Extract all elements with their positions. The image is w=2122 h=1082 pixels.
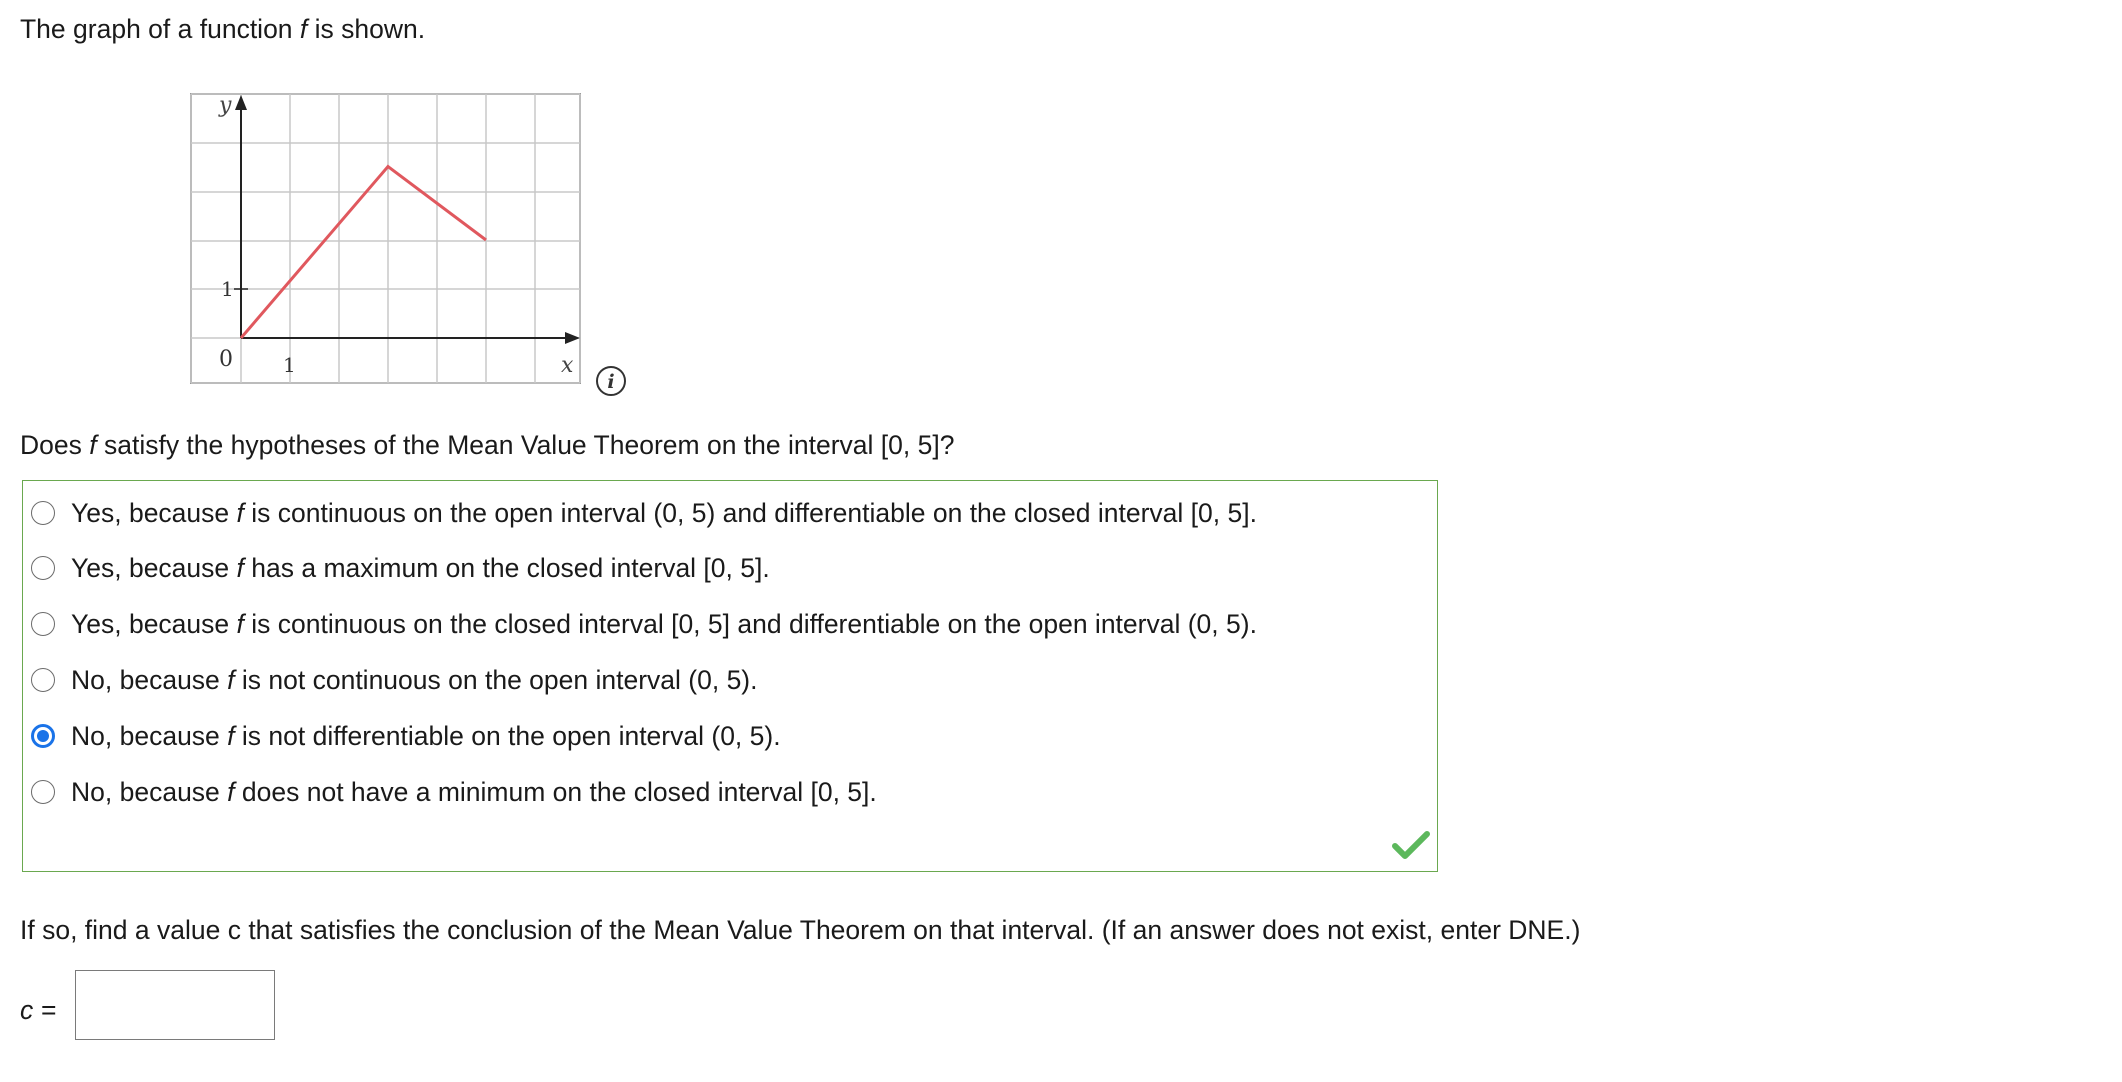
choice-1[interactable] <box>23 493 1257 533</box>
answer-label: c = <box>20 995 57 1025</box>
origin-label: 0 <box>219 347 233 372</box>
graph-frame <box>191 94 580 383</box>
svg-text:i: i <box>607 371 615 393</box>
choice-label: Yes, because f has a maximum on the closed interval [0, 5]. <box>71 553 770 583</box>
radio-button[interactable] <box>31 501 55 525</box>
choice-label: Yes, because f is continuous on the open interval (0, 5) and differentiable on the closed interval [0, 5]. <box>71 498 1257 528</box>
question-text: Does f satisfy the hypotheses of the Mean Value Theorem on the interval [0, 5]? <box>20 430 955 460</box>
choice-label: No, because f does not have a minimum on the closed interval [0, 5]. <box>71 777 877 807</box>
choice-label: Yes, because f is continuous on the closed interval [0, 5] and differentiable on the open interval (0, 5). <box>71 609 1257 639</box>
radio-button[interactable] <box>31 780 55 804</box>
correct-check-icon <box>1392 830 1430 860</box>
answer-input[interactable] <box>75 970 275 1040</box>
choice-label: No, because f is not differentiable on the open interval (0, 5). <box>71 721 781 751</box>
function-graph <box>185 88 635 398</box>
choice-2[interactable] <box>23 548 770 588</box>
radio-button[interactable] <box>31 612 55 636</box>
intro-text: The graph of a function f is shown. <box>20 14 426 44</box>
radio-button-selected[interactable] <box>31 724 55 748</box>
choice-4[interactable] <box>23 660 758 700</box>
choice-3[interactable] <box>23 604 1257 644</box>
radio-button[interactable] <box>31 668 55 692</box>
info-icon[interactable] <box>594 364 628 398</box>
followup-text: If so, find a value c that satisfies the conclusion of the Mean Value Theorem on that interval. (If an answer does not exist, enter DNE.) <box>20 915 1581 945</box>
x-tick-label-1: 1 <box>283 353 296 377</box>
y-tick-label-1: 1 <box>221 277 234 301</box>
y-axis-label: y <box>219 93 232 118</box>
choice-5[interactable] <box>23 716 781 756</box>
x-axis-label: x <box>561 353 574 378</box>
radio-button[interactable] <box>31 556 55 580</box>
graph-svg <box>185 88 635 398</box>
choice-label: No, because f is not continuous on the open interval (0, 5). <box>71 665 758 695</box>
choices-box <box>22 480 1438 872</box>
choice-6[interactable] <box>23 772 877 812</box>
